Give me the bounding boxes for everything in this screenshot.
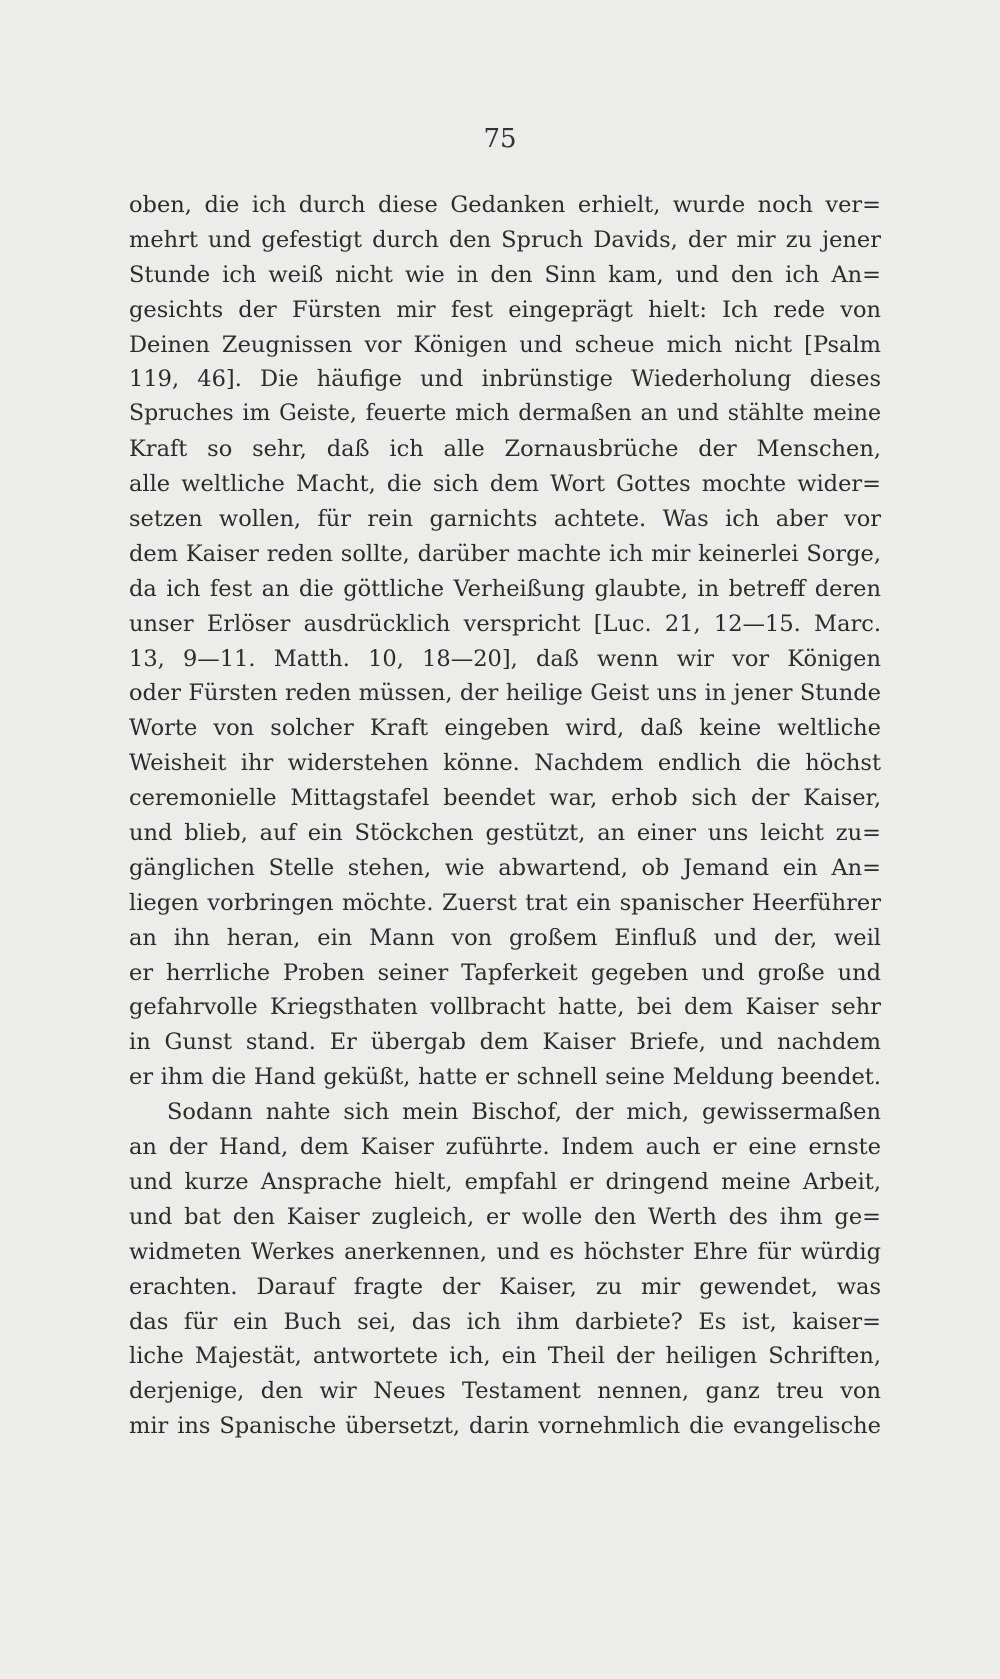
text-line: Deinen Zeugnissen vor Königen und scheue mich nicht [Psalm xyxy=(129,331,881,358)
text-line: in Gunst stand. Er übergab dem Kaiser Briefe, und nachdem xyxy=(129,1029,881,1056)
text-line: unser Erlöser ausdrücklich verspricht [Luc. 21, 12—15. Marc. xyxy=(129,610,881,637)
text-line: derjenige, den wir Neues Testament nennen, ganz treu von xyxy=(129,1378,881,1405)
text-line: oder Fürsten reden müssen, der heilige Geist uns in jener Stunde xyxy=(129,680,881,707)
page-number: 75 xyxy=(483,124,517,154)
text-line: Sodann nahte sich mein Bischof, der mich, gewissermaßen xyxy=(167,1099,881,1126)
text-line: gänglichen Stelle stehen, wie abwartend, ob Jemand ein An= xyxy=(129,854,881,881)
text-line: Spruches im Geiste, feuerte mich dermaßen an und stählte meine xyxy=(129,401,881,427)
text-line: liegen vorbringen möchte. Zuerst trat ein spanischer Heerführer xyxy=(129,889,881,916)
text-line: mir ins Spanische übersetzt, darin vornehmlich die evangelische xyxy=(129,1413,881,1440)
text-line: oben, die ich durch diese Gedanken erhielt, wurde noch ver= xyxy=(129,192,881,218)
text-line: Worte von solcher Kraft eingeben wird, daß keine weltliche xyxy=(129,715,881,742)
text-line: ceremonielle Mittagstafel beendet war, erhob sich der Kaiser, xyxy=(129,785,881,812)
text-line: und kurze Ansprache hielt, empfahl er dringend meine Arbeit, xyxy=(129,1168,881,1195)
text-line: an der Hand, dem Kaiser zuführte. Indem auch er eine ernste xyxy=(129,1134,881,1161)
body-text xyxy=(129,188,881,1444)
text-line: und blieb, auf ein Stöckchen gestützt, an einer uns leicht zu= xyxy=(129,820,881,847)
text-line: das für ein Buch sei, das ich ihm darbiete? Es ist, kaiser= xyxy=(129,1308,881,1335)
text-line: alle weltliche Macht, die sich dem Wort Gottes mochte wider= xyxy=(129,471,881,498)
text-line: gefahrvolle Kriegsthaten vollbracht hatte, bei dem Kaiser sehr xyxy=(129,994,881,1021)
text-line: Weisheit ihr widerstehen könne. Nachdem endlich die höchst xyxy=(129,750,881,777)
text-line: mehrt und gefestigt durch den Spruch Davids, der mir zu jener xyxy=(129,226,881,253)
text-line: dem Kaiser reden sollte, darüber machte ich mir keinerlei Sorge, xyxy=(129,540,881,567)
text-line: liche Majestät, antwortete ich, ein Theil der heiligen Schriften, xyxy=(129,1343,881,1370)
text-line: gesichts der Fürsten mir fest eingeprägt hielt: Ich rede von xyxy=(129,296,881,323)
text-line: er herrliche Proben seiner Tapferkeit gegeben und große und xyxy=(129,959,881,986)
text-line: erachten. Darauf fragte der Kaiser, zu mir gewendet, was xyxy=(129,1273,881,1300)
text-line: und bat den Kaiser zugleich, er wolle den Werth des ihm ge= xyxy=(129,1203,881,1230)
text-line: da ich fest an die göttliche Verheißung glaubte, in betreff deren xyxy=(129,575,881,602)
text-line: 13, 9—11. Matth. 10, 18—20], daß wenn wir vor Königen xyxy=(129,645,881,672)
text-line: widmeten Werkes anerkennen, und es höchster Ehre für würdig xyxy=(129,1238,881,1265)
text-line: an ihn heran, ein Mann von großem Einfluß und der, weil xyxy=(129,924,881,951)
text-line: setzen wollen, für rein garnichts achtete. Was ich aber vor xyxy=(129,506,881,533)
text-line: Kraft so sehr, daß ich alle Zornausbrüche der Menschen, xyxy=(129,436,881,463)
text-line: 119, 46]. Die häufige und inbrünstige Wiederholung dieses xyxy=(129,366,881,393)
text-line: Stunde ich weiß nicht wie in den Sinn kam, und den ich An= xyxy=(129,261,881,288)
text-line: er ihm die Hand geküßt, hatte er schnell seine Meldung beendet. xyxy=(129,1064,881,1091)
